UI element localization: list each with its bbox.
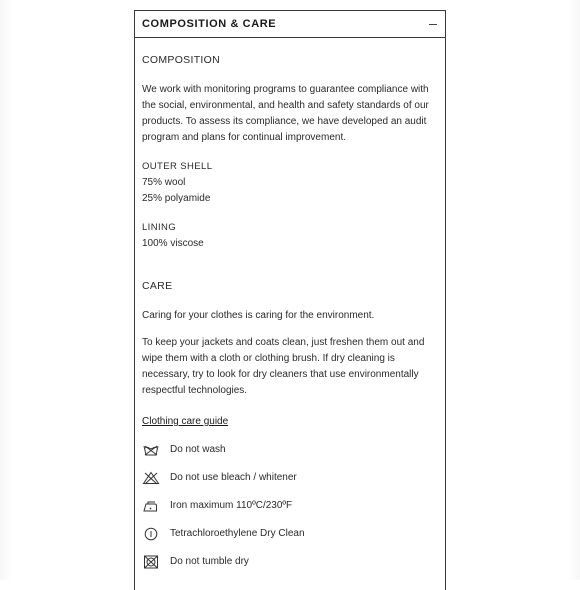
left-shade [0,0,12,580]
iron-icon [142,499,160,513]
care-instruction-row [142,526,438,542]
care-instruction-label: Do not tumble dry [170,556,249,567]
care-instruction-label: Do not wash [170,444,226,455]
do-not-tumble-dry-icon [142,555,160,569]
composition-intro: We work with monitoring programs to guarantee compliance with the social, environmental, and health and safety standards of our products. To assess its compliance, we have developed an audit program and plans for continual improvement. [142,84,429,143]
do-not-bleach-icon [142,471,160,485]
material-item: 25% polyamide [142,193,211,204]
care-intro: Caring for your clothes is caring for the environment. [142,310,375,321]
care-instruction-row [142,442,438,458]
composition-care-panel [134,10,446,590]
care-details: To keep your jackets and coats clean, just freshen them out and wipe them with a cloth or clothing brush. If dry cleaning is necessary, try to look for dry cleaners that use environmentally respectful technologies. [142,337,425,396]
panel-header[interactable] [135,11,445,38]
outer-shell-label: OUTER SHELL [142,161,213,172]
care-instruction-label: Tetrachloroethylene Dry Clean [170,528,305,539]
care-heading: CARE [142,280,173,292]
dry-clean-p-icon [142,527,160,541]
material-item: 75% wool [142,177,186,188]
panel-content [135,38,445,570]
care-instruction-row [142,554,438,570]
care-instruction-label: Iron maximum 110ºC/230ºF [170,500,293,511]
do-not-wash-icon [142,443,160,457]
care-instruction-row [142,470,438,486]
care-instruction-label: Do not use bleach / whitener [170,472,297,483]
panel-title: COMPOSITION & CARE [142,18,277,30]
minus-icon[interactable] [428,18,438,30]
composition-heading: COMPOSITION [142,54,220,66]
clothing-care-guide-link[interactable]: Clothing care guide [142,416,229,427]
care-instruction-row [142,498,438,514]
material-item: 100% viscose [142,238,204,249]
right-shade [568,0,580,580]
lining-label: LINING [142,222,177,233]
